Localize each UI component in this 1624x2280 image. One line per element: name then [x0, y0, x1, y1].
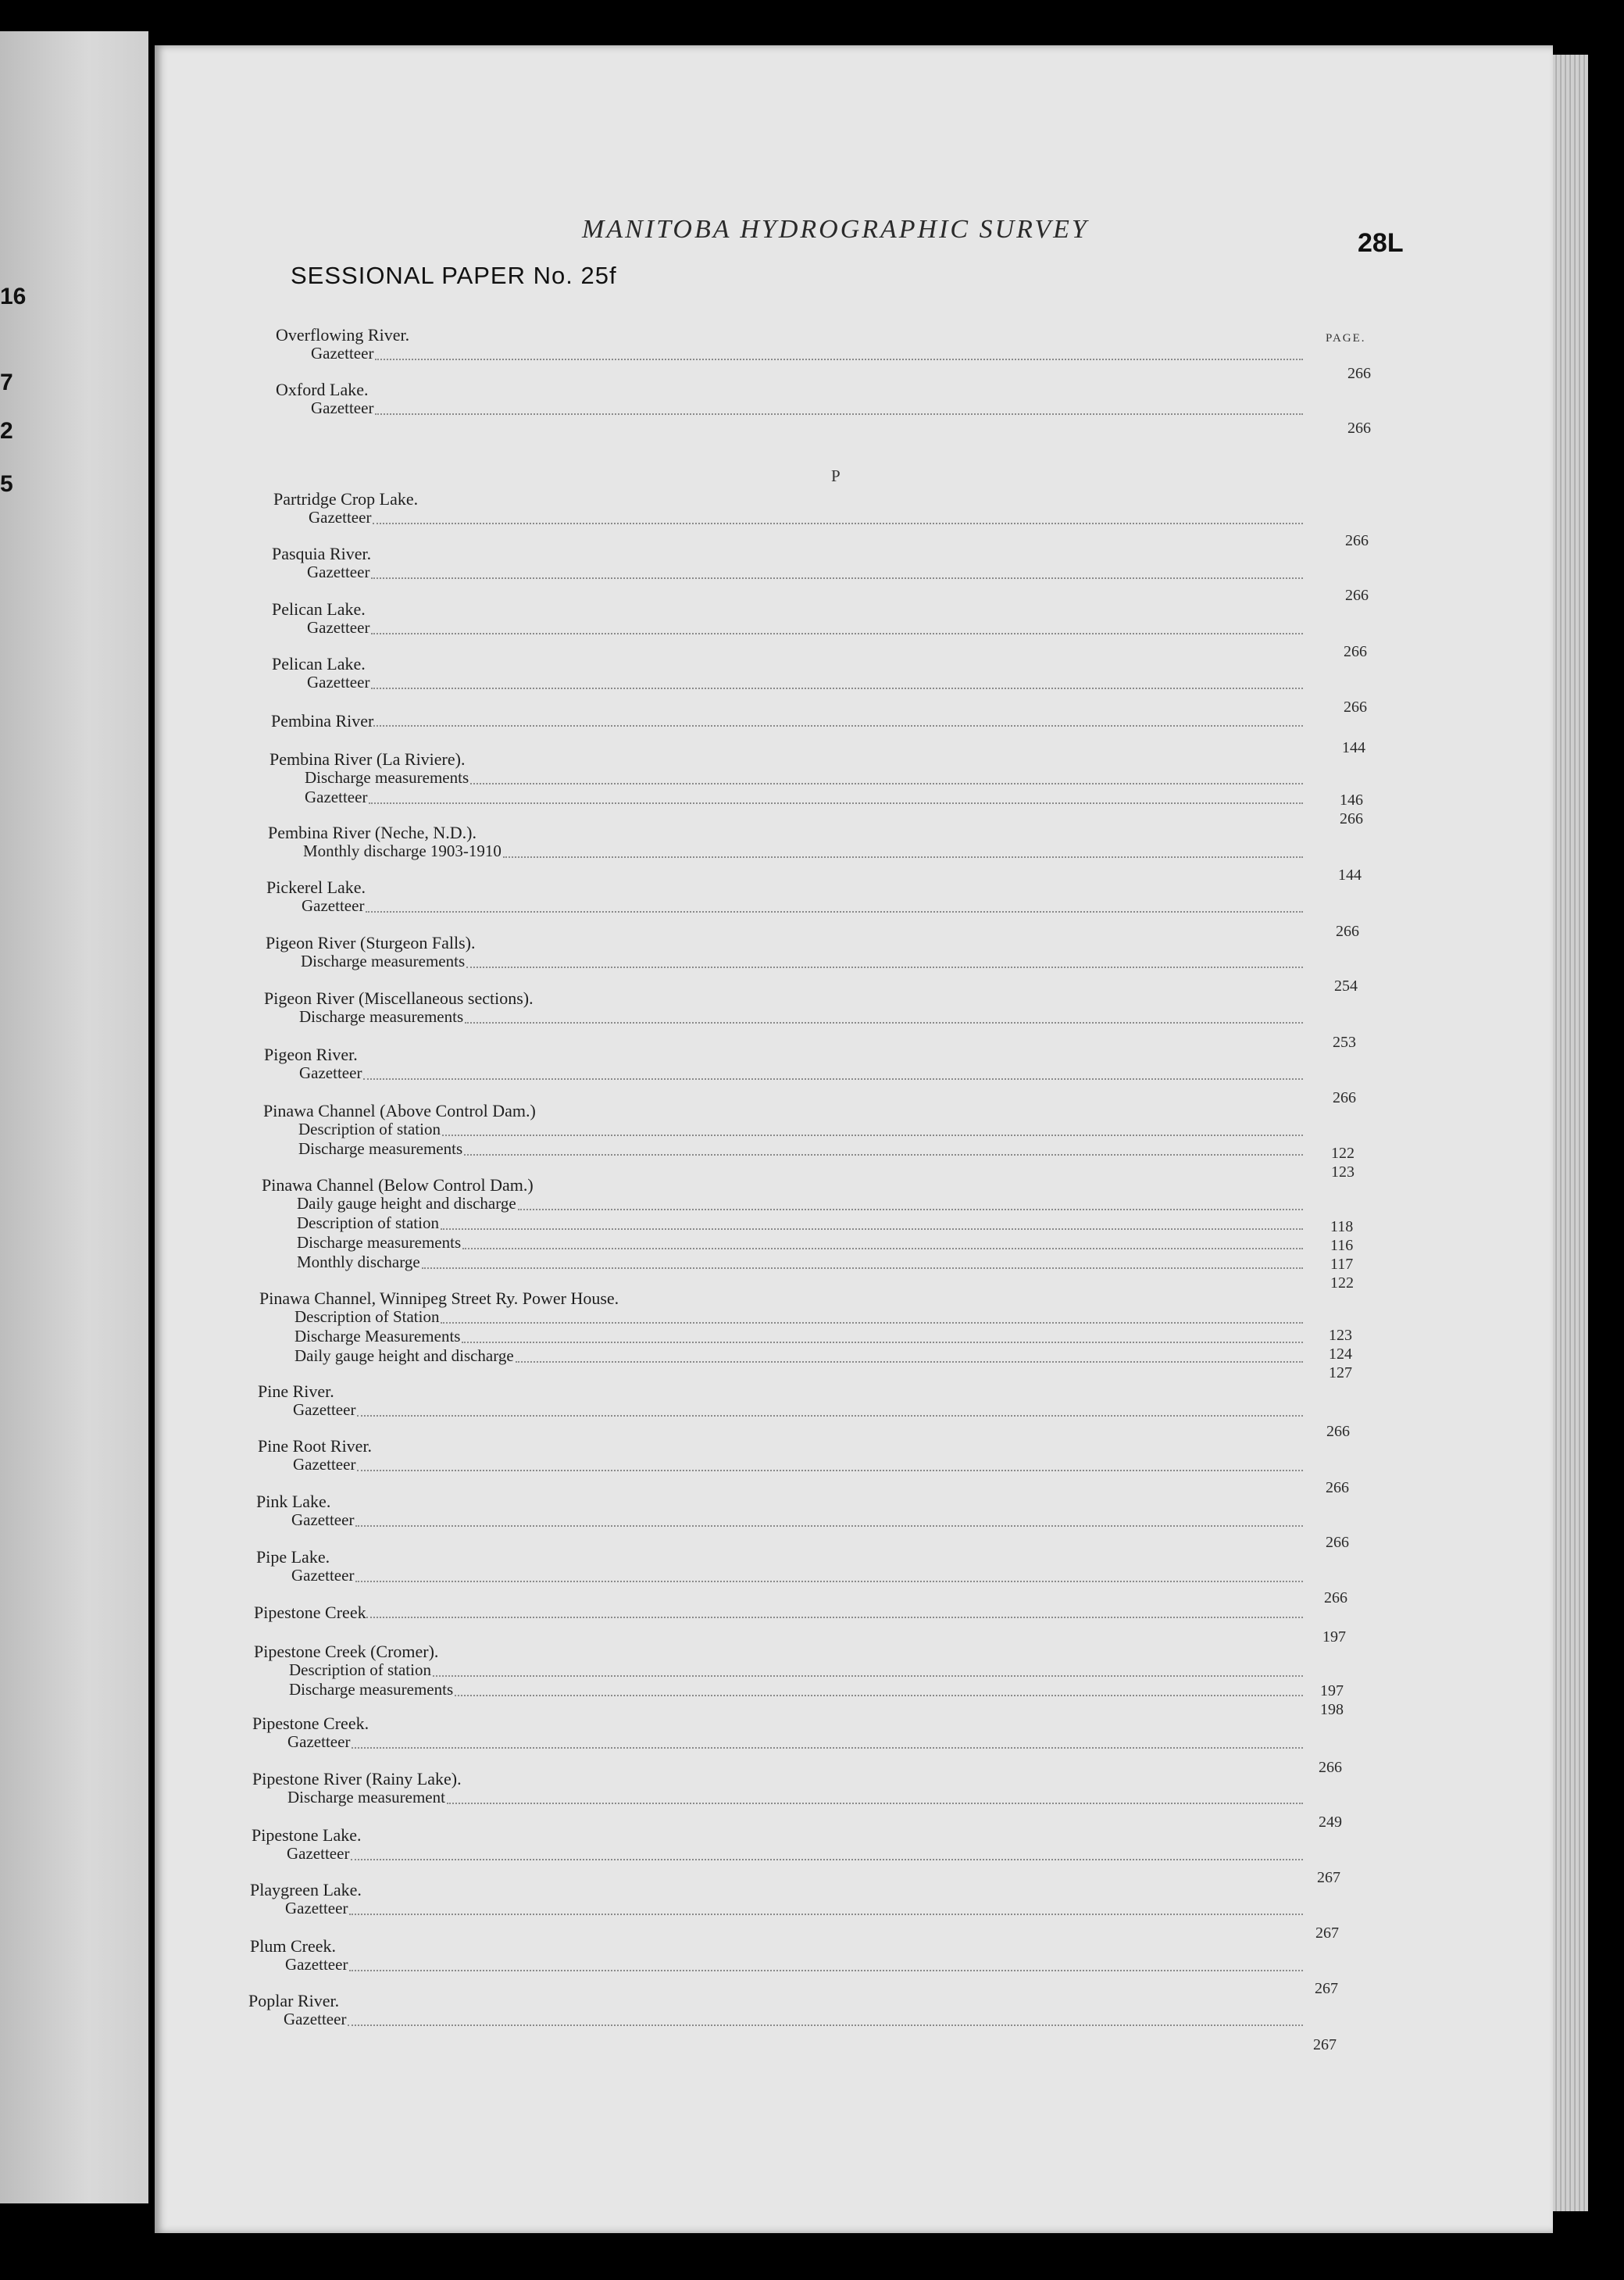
- page-references: [1347, 419, 1371, 438]
- entry-title-row: [271, 713, 1303, 730]
- dot-leader: [351, 1859, 1303, 1860]
- entry-subtopic: [263, 1139, 1303, 1159]
- page-reference: 124: [1329, 1345, 1352, 1363]
- subtopic-label: Gazetteer: [307, 618, 370, 637]
- page-reference: 266: [1347, 365, 1371, 382]
- page-reference: 254: [1334, 977, 1358, 995]
- subtopic-label: Gazetteer: [284, 2010, 347, 2028]
- page-reference: 198: [1320, 1701, 1344, 1718]
- entry-title: Pelican Lake.: [272, 599, 366, 619]
- index-entry: [250, 1938, 1303, 1974]
- entry-subtopic: [252, 1846, 1303, 1864]
- entry-subtopic: [252, 1732, 1303, 1752]
- subtopic-label: Discharge measurements: [305, 768, 469, 787]
- entry-subtopic: [248, 2012, 1303, 2029]
- index-entry: [268, 824, 1303, 861]
- entry-subtopic: [264, 1007, 1303, 1027]
- dot-leader: [447, 1803, 1303, 1804]
- index-entry: [263, 1102, 1303, 1159]
- index-entry: [272, 601, 1303, 638]
- entry-subtopic: [252, 1790, 1303, 1807]
- entry-title: Pine Root River.: [258, 1436, 373, 1456]
- subtopic-label: Gazetteer: [287, 1732, 351, 1751]
- entry-title: Poplar River.: [248, 1991, 340, 2010]
- page-references: [1342, 738, 1365, 757]
- index-entry: [269, 751, 1303, 807]
- entry-title: Pinawa Channel, Winnipeg Street Ry. Power House.: [259, 1288, 619, 1308]
- entry-subtopic: [273, 510, 1303, 527]
- entry-subtopic: [258, 1457, 1303, 1474]
- entry-subtopic: [269, 770, 1303, 788]
- index-entry: [266, 879, 1303, 916]
- subtopic-label: Discharge measurements: [299, 1007, 464, 1026]
- index-entry: [252, 1715, 1303, 1752]
- page-column-label: PAGE.: [1326, 332, 1366, 345]
- entry-subtopic: [272, 565, 1303, 582]
- page-reference: 267: [1313, 2036, 1337, 2053]
- page-reference: 266: [1333, 1089, 1356, 1106]
- dot-leader: [441, 1228, 1303, 1230]
- page-references: [1329, 1326, 1352, 1382]
- page-references: [1317, 1868, 1340, 1887]
- subtopic-label: Discharge measurements: [297, 1233, 462, 1252]
- page-reference: 197: [1320, 1682, 1344, 1699]
- entry-subtopic: [266, 896, 1303, 916]
- entry-subtopic: [272, 675, 1303, 692]
- margin-digit: 2: [0, 418, 13, 444]
- entry-title: Pigeon River.: [264, 1045, 358, 1064]
- page-references: [1313, 2035, 1337, 2054]
- page-reference: 266: [1319, 1759, 1342, 1776]
- page-references: [1333, 1033, 1356, 1052]
- entry-title: Pipestone Creek (Cromer).: [254, 1642, 439, 1661]
- page-references: [1345, 586, 1369, 605]
- index-entry: [252, 1771, 1303, 1807]
- entry-title: Pipestone Lake.: [252, 1825, 362, 1845]
- dot-leader: [349, 1970, 1303, 1971]
- dot-leader: [442, 1135, 1303, 1136]
- index-entry: [276, 327, 1303, 363]
- entry-title: Pipestone River (Rainy Lake).: [252, 1769, 462, 1789]
- dot-leader: [375, 359, 1303, 360]
- entry-subtopic: [262, 1196, 1303, 1213]
- subtopic-label: Gazetteer: [291, 1566, 355, 1585]
- subtopic-label: Description of station: [298, 1120, 441, 1138]
- entry-title: Overflowing River.: [276, 325, 410, 345]
- subtopic-label: Gazetteer: [311, 398, 374, 417]
- dot-leader: [455, 1695, 1303, 1696]
- page-reference: 267: [1317, 1869, 1340, 1886]
- entry-subtopic: [272, 620, 1303, 638]
- page-references: [1315, 1924, 1339, 1942]
- dot-leader: [352, 1747, 1303, 1749]
- page-references: [1331, 1144, 1355, 1181]
- entry-title: Pelican Lake.: [272, 654, 366, 674]
- page-references: [1333, 1088, 1356, 1107]
- page-reference: 266: [1345, 532, 1369, 549]
- subtopic-label: Gazetteer: [293, 1400, 356, 1419]
- subtopic-label: Gazetteer: [299, 1063, 362, 1082]
- page-reference: 266: [1326, 1534, 1349, 1551]
- margin-digit: 16: [0, 284, 27, 309]
- entry-title: Pigeon River (Miscellaneous sections).: [264, 988, 534, 1008]
- entry-subtopic: [250, 1957, 1303, 1974]
- page-reference: 266: [1344, 643, 1367, 660]
- page-reference: 266: [1344, 699, 1367, 716]
- dot-leader: [355, 1581, 1303, 1582]
- subtopic-label: Discharge measurements: [301, 952, 466, 970]
- page-references: [1344, 642, 1367, 661]
- subtopic-label: Gazetteer: [285, 1955, 348, 1974]
- page-reference: 266: [1340, 810, 1363, 827]
- entry-subtopic: [262, 1235, 1303, 1253]
- page-number: 28L: [1358, 228, 1404, 258]
- subtopic-label: Discharge measurements: [298, 1139, 463, 1158]
- page-reference: 267: [1315, 1980, 1338, 1997]
- page-reference: 197: [1322, 1628, 1346, 1646]
- entry-title: Plum Creek.: [250, 1936, 336, 1956]
- page-reference: 118: [1330, 1218, 1354, 1235]
- dot-leader: [366, 911, 1303, 913]
- subtopic-label: Gazetteer: [307, 563, 370, 581]
- dot-leader: [371, 577, 1303, 579]
- subtopic-label: Monthly discharge 1903-1910: [303, 842, 501, 860]
- page-reference: 253: [1333, 1034, 1356, 1051]
- entry-title-row: [254, 1604, 1303, 1621]
- page-reference: 266: [1326, 1423, 1350, 1440]
- page-references: [1340, 791, 1363, 828]
- page-reference: 267: [1315, 1924, 1339, 1942]
- dot-leader: [348, 2024, 1303, 2026]
- page-reference: 146: [1340, 792, 1363, 809]
- index-entry: [264, 1046, 1303, 1083]
- entry-title: Pipestone Creek.: [252, 1714, 369, 1733]
- page-references: [1315, 1979, 1338, 1998]
- subtopic-label: Discharge measurements: [289, 1680, 454, 1699]
- page-references: [1336, 922, 1359, 941]
- subtopic-label: Daily gauge height and discharge: [294, 1346, 514, 1365]
- entry-subtopic: [250, 1901, 1303, 1918]
- entry-subtopic: [254, 1660, 1303, 1680]
- index-entry: [276, 381, 1303, 418]
- index-entry: [254, 1604, 1303, 1621]
- entry-subtopic: [259, 1307, 1303, 1327]
- page-reference: 123: [1329, 1327, 1352, 1344]
- dot-leader: [373, 523, 1303, 524]
- page-reference: 266: [1336, 923, 1359, 940]
- sessional-paper-heading: SESSIONAL PAPER No. 25f: [291, 262, 617, 289]
- dot-leader: [349, 1914, 1303, 1915]
- entry-title: Pembina River: [271, 711, 374, 731]
- subtopic-label: Gazetteer: [305, 788, 368, 806]
- entry-title: Pigeon River (Sturgeon Falls).: [266, 933, 476, 952]
- index-entry: [256, 1493, 1303, 1530]
- entry-title: Pine River.: [258, 1381, 334, 1401]
- page-reference: 144: [1342, 739, 1365, 756]
- dot-leader: [375, 413, 1303, 415]
- page-references: [1322, 1628, 1346, 1646]
- entry-title: Pink Lake.: [256, 1492, 331, 1511]
- page-references: [1326, 1422, 1350, 1441]
- index-entry: [259, 1290, 1303, 1366]
- dot-leader: [369, 802, 1303, 804]
- page-references: [1334, 977, 1358, 995]
- dot-leader: [366, 1617, 1303, 1618]
- entry-subtopic: [256, 1510, 1303, 1530]
- subtopic-label: Gazetteer: [307, 673, 370, 692]
- page-references: [1347, 364, 1371, 383]
- dot-leader: [462, 1342, 1303, 1343]
- subtopic-label: Description of Station: [294, 1307, 440, 1326]
- index-entry: [252, 1827, 1303, 1864]
- page-reference: 266: [1345, 587, 1369, 604]
- running-head: MANITOBA HYDROGRAPHIC SURVEY: [582, 215, 1089, 244]
- subtopic-label: Discharge Measurements: [294, 1327, 461, 1345]
- index-entry: [248, 1992, 1303, 2029]
- index-entry: [272, 545, 1303, 582]
- dot-leader: [363, 1078, 1303, 1080]
- index-entry: [250, 1882, 1303, 1918]
- dot-leader: [503, 856, 1303, 858]
- index-entry: [272, 656, 1303, 692]
- page-reference: 127: [1329, 1364, 1352, 1381]
- entry-subtopic: [259, 1329, 1303, 1346]
- index-entry: [254, 1643, 1303, 1699]
- entry-subtopic: [268, 844, 1303, 861]
- dot-leader: [466, 967, 1303, 968]
- page-reference: 266: [1347, 420, 1371, 437]
- entry-subtopic: [276, 398, 1303, 418]
- entry-title: Pickerel Lake.: [266, 877, 366, 897]
- entry-title: Pembina River (La Riviere).: [269, 749, 466, 769]
- index-entry: [256, 1549, 1303, 1585]
- previous-page-edge: [0, 31, 148, 2203]
- subtopic-label: Description of station: [289, 1660, 431, 1679]
- index-entry: [266, 935, 1303, 971]
- subtopic-label: Gazetteer: [302, 896, 365, 915]
- dot-leader: [516, 1361, 1303, 1363]
- subtopic-label: Gazetteer: [311, 344, 374, 363]
- page-references: [1338, 866, 1362, 884]
- entry-title: Playgreen Lake.: [250, 1880, 362, 1899]
- entry-subtopic: [256, 1568, 1303, 1585]
- subtopic-label: Daily gauge height and discharge: [297, 1194, 516, 1213]
- entry-title: Pasquia River.: [272, 544, 372, 563]
- entry-title: Pembina River (Neche, N.D.).: [268, 823, 476, 842]
- dot-leader: [357, 1415, 1303, 1417]
- dot-leader: [357, 1470, 1303, 1471]
- entry-subtopic: [254, 1682, 1303, 1699]
- page-references: [1344, 698, 1367, 717]
- margin-digit: 5: [0, 471, 13, 497]
- dot-leader: [464, 1154, 1303, 1156]
- dot-leader: [518, 1209, 1303, 1210]
- entry-subtopic: [262, 1255, 1303, 1272]
- page-references: [1345, 531, 1369, 550]
- subtopic-label: Gazetteer: [309, 508, 372, 527]
- dot-leader: [441, 1322, 1303, 1324]
- dot-leader: [462, 1248, 1303, 1249]
- margin-digit: 7: [0, 370, 13, 395]
- page-references: [1324, 1588, 1347, 1607]
- entry-title: Oxford Lake.: [276, 380, 369, 399]
- page-references: [1320, 1681, 1344, 1719]
- page-stack-edge: [1553, 55, 1588, 2211]
- dot-leader: [355, 1525, 1303, 1527]
- page-reference: 122: [1330, 1274, 1354, 1292]
- entry-title: Pipestone Creek: [254, 1603, 366, 1622]
- page-reference: 249: [1319, 1814, 1342, 1831]
- entry-subtopic: [263, 1122, 1303, 1139]
- page-reference: 123: [1331, 1163, 1355, 1181]
- entry-title: Partridge Crop Lake.: [273, 489, 419, 509]
- entry-subtopic: [276, 346, 1303, 363]
- subtopic-label: Description of station: [297, 1213, 439, 1232]
- entry-subtopic: [266, 954, 1303, 971]
- entry-subtopic: [264, 1063, 1303, 1083]
- page-reference: 266: [1326, 1479, 1349, 1496]
- index-entry: [258, 1383, 1303, 1420]
- page-reference: 117: [1330, 1256, 1354, 1273]
- page-reference: 122: [1331, 1145, 1355, 1162]
- dot-leader: [433, 1675, 1303, 1677]
- entry-subtopic: [269, 790, 1303, 807]
- page-references: [1326, 1478, 1349, 1497]
- page-references: [1330, 1217, 1354, 1292]
- page-references: [1319, 1758, 1342, 1777]
- page-references: [1326, 1533, 1349, 1552]
- entry-subtopic: [262, 1213, 1303, 1233]
- entry-title: Pinawa Channel (Above Control Dam.): [263, 1101, 536, 1120]
- subtopic-label: Gazetteer: [291, 1510, 355, 1529]
- dot-leader: [371, 688, 1303, 689]
- entry-subtopic: [259, 1346, 1303, 1366]
- subtopic-label: Gazetteer: [287, 1844, 350, 1863]
- subtopic-label: Gazetteer: [285, 1899, 348, 1917]
- index-entry: [258, 1438, 1303, 1474]
- index-entry: [273, 491, 1303, 527]
- page-reference: 266: [1324, 1589, 1347, 1606]
- page-reference: 144: [1338, 867, 1362, 884]
- index-entry: [271, 713, 1303, 730]
- dot-leader: [373, 725, 1303, 727]
- subtopic-label: Discharge measurement: [287, 1788, 445, 1806]
- entry-title: Pinawa Channel (Below Control Dam.): [262, 1175, 534, 1195]
- subtopic-label: Monthly discharge: [297, 1253, 420, 1271]
- dot-leader: [422, 1267, 1303, 1269]
- section-letter: P: [831, 466, 841, 485]
- dot-leader: [371, 633, 1303, 634]
- dot-leader: [470, 783, 1303, 784]
- page-references: [1319, 1813, 1342, 1832]
- index-entry: [262, 1177, 1303, 1272]
- dot-leader: [465, 1022, 1303, 1024]
- entry-title: Pipe Lake.: [256, 1547, 330, 1567]
- subtopic-label: Gazetteer: [293, 1455, 356, 1474]
- index-entry: [264, 990, 1303, 1027]
- page-reference: 116: [1330, 1237, 1354, 1254]
- entry-subtopic: [258, 1400, 1303, 1420]
